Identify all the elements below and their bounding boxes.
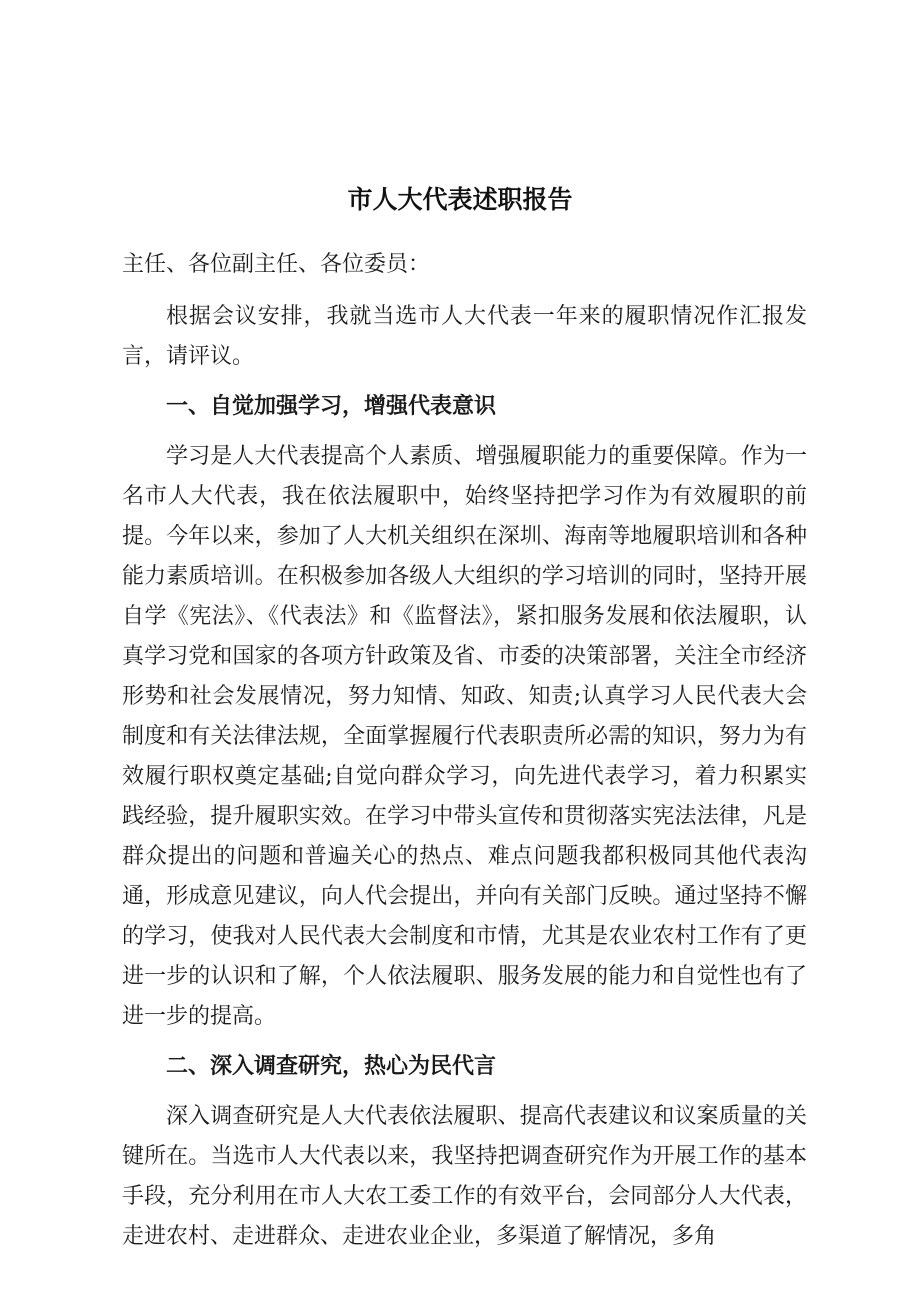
section-paragraph-1: 学习是人大代表提高个人素质、增强履职能力的重要保障。作为一名市人大代表，我在依法履职中，始终坚持把学习作为有效履职的前提。今年以来，参加了人大机关组织在深圳、海南等地履职培训和各种能力素质培训。在积极参加各级人大组织的学习培训的同时，坚持开展自学《宪法》、《代表法》和《监督法》，紧扣服务发展和依法履职，认真学习党和国家的各项方针政策及省、市委的决策部署，关注全市经济形势和社会发展情况，努力知情、知政、知责;认真学习人民代表大会制度和有关法律法规，全面掌握履行代表职责所必需的知识，努力为有效履行职权奠定基础;自觉向群众学习，向先进代表学习，着力积累实践经验，提升履职实效。在学习中带头宣传和贯彻落实宪法法律，凡是群众提出的问题和普遍关心的热点、难点问题我都积极同其他代表沟通，形成意见建议，向人代会提出，并向有关部门反映。通过坚持不懈的学习，使我对人民代表大会制度和市情，尤其是农业农村工作有了更进一步的认识和了解，个人依法履职、服务发展的能力和自觉性也有了进一步的提高。 (122, 444, 807, 1029)
intro-paragraph: 根据会议安排，我就当选市人大代表一年来的履职情况作汇报发言，请评议。 (122, 304, 807, 369)
salutation: 主任、各位副主任、各位委员： (122, 252, 431, 277)
section-heading-1: 一、自觉加强学习，增强代表意识 (166, 394, 497, 419)
section-paragraph-2: 深入调查研究是人大代表依法履职、提高代表建议和议案质量的关键所在。当选市人大代表以来，我坚持把调查研究作为开展工作的基本手段，充分利用在市人大农工委工作的有效平台，会同部分人大代表，走进农村、走进群众、走进农业企业，多渠道了解情况，多角 (122, 1104, 807, 1249)
document-title: 市人大代表述职报告 (347, 185, 573, 214)
section-heading-2: 二、深入调查研究，热心为民代言 (166, 1054, 497, 1079)
document-body (122, 245, 807, 1267)
